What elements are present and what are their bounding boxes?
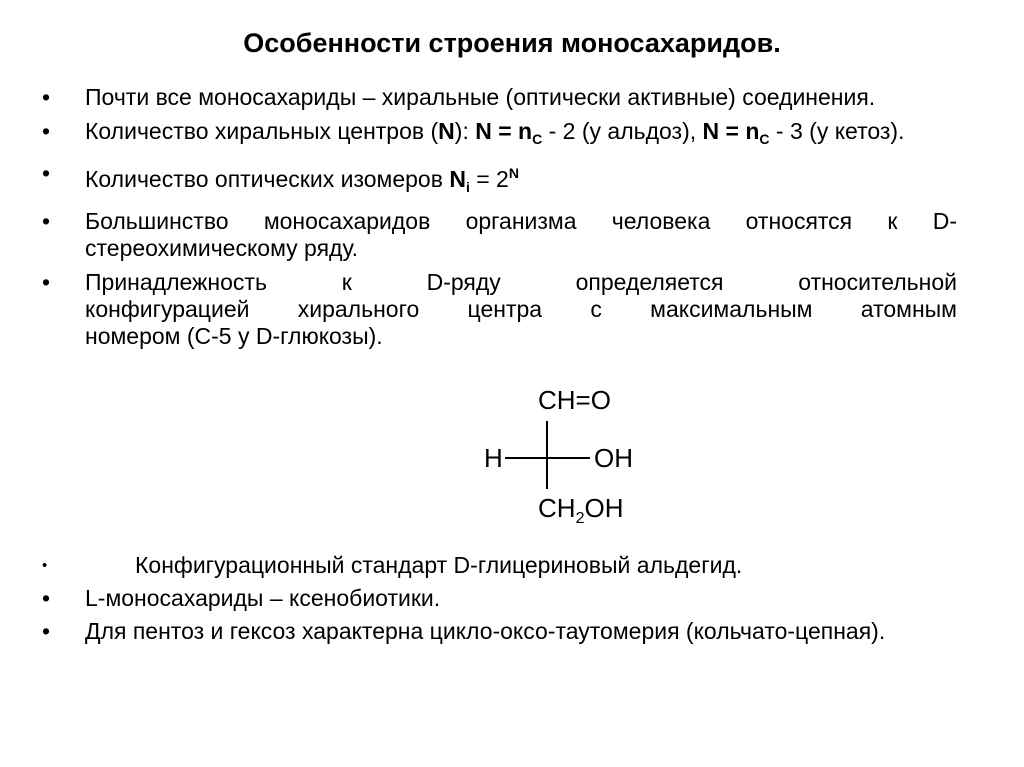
list-item	[42, 269, 957, 350]
bullet-marker: •	[42, 618, 51, 644]
bullet-list-bottom	[42, 552, 957, 651]
formula-subscript: С	[759, 131, 770, 147]
item-text: L-моносахариды – ксенобиотики.	[85, 585, 441, 611]
list-item	[42, 585, 957, 612]
bullet-marker: •	[42, 269, 51, 295]
item-text: Почти все моносахариды – хиральные (оптически активные) соединения.	[85, 84, 876, 110]
bullet-marker: •	[42, 585, 51, 611]
bullet-marker: •	[42, 160, 51, 186]
item-line: номером (С-5 у D-глюкозы).	[85, 323, 383, 349]
item-text: Конфигурационный стандарт D-глицериновый альдегид.	[135, 552, 743, 578]
formula-text: N = n	[475, 118, 533, 144]
list-item	[42, 118, 957, 153]
list-item	[42, 552, 957, 579]
glyceraldehyde-fischer-projection	[470, 380, 670, 530]
list-item	[42, 618, 957, 645]
bullet-list	[42, 84, 957, 357]
list-item	[42, 208, 957, 262]
item-text: Количество оптических изомеров	[85, 166, 450, 192]
formula-subscript: 2	[575, 510, 585, 527]
formula-text: N = n	[702, 118, 760, 144]
formula-symbol: N	[449, 166, 466, 192]
bullet-marker: •	[42, 557, 48, 574]
item-text: Большинство моносахаридов организма человека относятся к D-стереохимическому ряду.	[85, 208, 957, 261]
item-text: - 3 (у кетоз).	[769, 118, 905, 144]
page-title: Особенности строения моносахаридов.	[243, 28, 781, 58]
formula-text: CH	[538, 493, 576, 523]
item-text: Количество хиральных центров (	[85, 118, 439, 144]
item-line: Принадлежность к D-ряду определяется относительной	[85, 269, 957, 295]
bullet-marker: •	[42, 84, 51, 110]
list-item	[42, 160, 957, 201]
hydroxyl-group: OH	[594, 443, 633, 473]
horizontal-bond	[505, 457, 590, 459]
formula-subscript: i	[465, 179, 470, 195]
item-text: Для пентоз и гексоз характерна цикло-оксо-таутомерия (кольчато-цепная).	[85, 618, 886, 644]
item-text: = 2	[469, 166, 509, 192]
hydroxymethyl-group	[538, 493, 623, 528]
formula-text: OH	[584, 493, 624, 523]
bullet-marker: •	[42, 118, 51, 144]
bullet-marker: •	[42, 208, 51, 234]
vertical-bond	[546, 421, 548, 489]
formula-superscript: N	[508, 165, 519, 181]
item-text: ):	[454, 118, 476, 144]
item-line: конфигурацией хирального центра с максимальным атомным	[85, 296, 957, 322]
list-item	[42, 84, 957, 111]
formula-subscript: С	[532, 131, 543, 147]
aldehyde-group: CH=O	[538, 385, 611, 415]
hydrogen-atom: H	[484, 443, 503, 473]
formula-symbol: N	[438, 118, 455, 144]
item-text: - 2 (у альдоз),	[542, 118, 703, 144]
